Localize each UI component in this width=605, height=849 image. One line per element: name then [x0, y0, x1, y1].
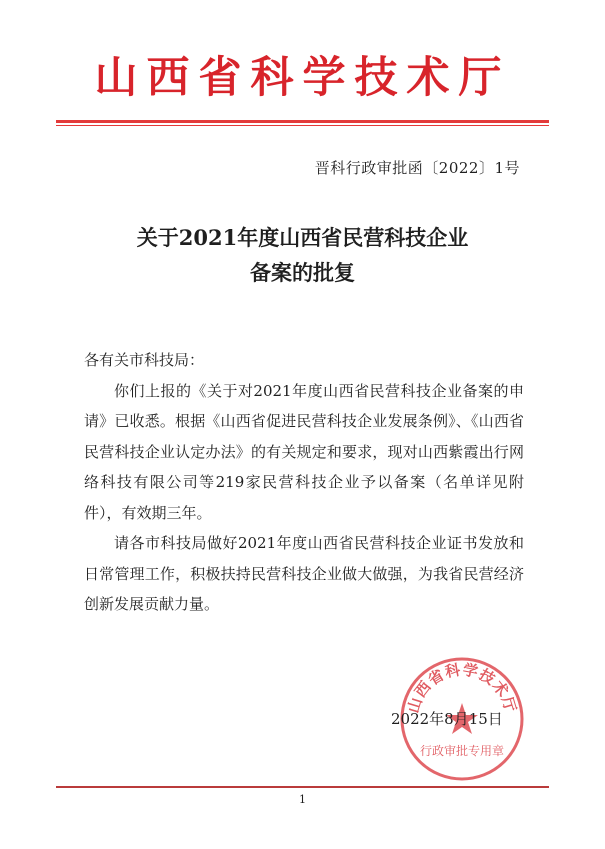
body-paragraph-1: 你们上报的《关于对2021年度山西省民营科技企业备案的申请》已收悉。根据《山西省促进民营科技企业发展条例》、《山西省民营科技企业认定办法》的有关规定和要求，现对山西紫霞出行网络科技有限公司等219家民营科技企业予以备案（名单详见附件），有效期三年。 — [84, 381, 524, 522]
document-title — [0, 220, 605, 290]
svg-text:行政审批专用章: 行政审批专用章 — [419, 744, 505, 758]
document-body — [84, 345, 524, 620]
page-number: 1 — [299, 793, 306, 806]
document-number: 晋科行政审批函〔2022〕1号 — [314, 159, 520, 177]
masthead-divider — [56, 120, 549, 123]
title-line-2: 备案的批复 — [250, 260, 355, 285]
salutation: 各有关市科技局： — [84, 351, 205, 369]
footer-divider — [56, 786, 549, 788]
svg-text:山西省科学技术厅: 山西省科学技术厅 — [404, 660, 520, 716]
title-line-1: 关于2021年度山西省民营科技企业 — [136, 225, 469, 250]
body-paragraph-2: 请各市科技局做好2021年度山西省民营科技企业证书发放和日常管理工作，积极扶持民营科技企业做大做强，为我省民营经济创新发展贡献力量。 — [84, 534, 524, 613]
masthead-divider-thin — [56, 125, 549, 126]
issue-date: 2022年8月15日 — [391, 710, 503, 728]
issuer-masthead: 山西省科学技术厅 — [94, 53, 511, 103]
